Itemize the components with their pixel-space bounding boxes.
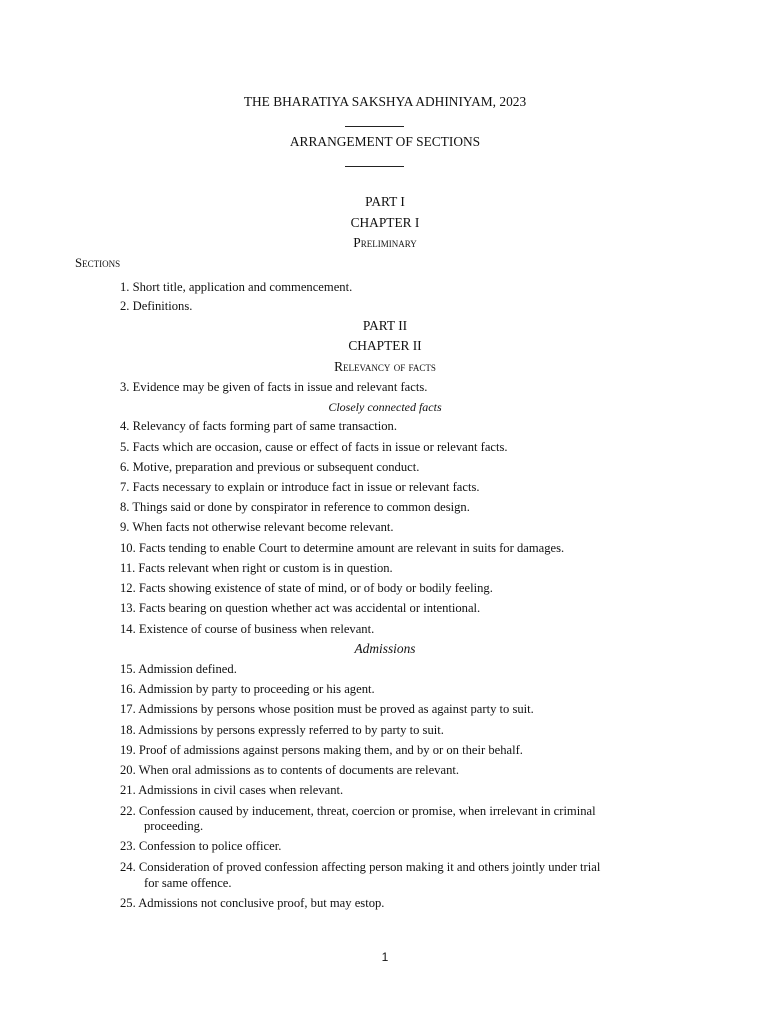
list-item: 14. Existence of course of business when relevant.	[120, 622, 375, 636]
list-item: 17. Admissions by persons whose position must be proved as against party to suit.	[120, 702, 534, 716]
title-divider	[345, 126, 404, 127]
list-item: 11. Facts relevant when right or custom is in question.	[120, 561, 393, 575]
arrangement-heading: ARRANGEMENT OF SECTIONS	[289, 134, 481, 149]
list-item: 15. Admission defined.	[120, 662, 237, 676]
list-item-continuation: proceeding.	[144, 819, 204, 833]
subheading-closely-connected: Closely connected facts	[328, 400, 442, 414]
chapter-1-heading: CHAPTER I	[350, 215, 420, 230]
list-item-continuation: for same offence.	[144, 876, 232, 890]
list-item: 5. Facts which are occasion, cause or effect of facts in issue or relevant facts.	[120, 440, 508, 454]
list-item: 7. Facts necessary to explain or introduce fact in issue or relevant facts.	[120, 480, 480, 494]
list-item: 24. Consideration of proved confession affecting person making it and others jointly under trial	[120, 860, 601, 874]
page-number: 1	[381, 950, 389, 964]
document-title: THE BHARATIYA SAKSHYA ADHINIYAM, 2023	[243, 94, 527, 109]
list-item: 4. Relevancy of facts forming part of same transaction.	[120, 419, 397, 433]
list-item: 21. Admissions in civil cases when relevant.	[120, 783, 344, 797]
list-item: 20. When oral admissions as to contents of documents are relevant.	[120, 763, 460, 777]
arrangement-divider	[345, 166, 404, 167]
list-item: 23. Confession to police officer.	[120, 839, 282, 853]
sections-label: Sections	[75, 256, 121, 270]
list-item: 6. Motive, preparation and previous or subsequent conduct.	[120, 460, 420, 474]
list-item: 9. When facts not otherwise relevant become relevant.	[120, 520, 394, 534]
chapter-2-title: Relevancy of facts	[334, 359, 436, 374]
subheading-admissions: Admissions	[354, 641, 416, 656]
list-item: 8. Things said or done by conspirator in reference to common design.	[120, 500, 470, 514]
list-item: 3. Evidence may be given of facts in issue and relevant facts.	[120, 380, 428, 394]
list-item: 22. Confession caused by inducement, threat, coercion or promise, when irrelevant in criminal	[120, 804, 596, 818]
part-2-heading: PART II	[362, 318, 408, 333]
list-item: 12. Facts showing existence of state of mind, or of body or bodily feeling.	[120, 581, 493, 595]
list-item: 2. Definitions.	[120, 299, 193, 313]
list-item: 1. Short title, application and commencement.	[120, 280, 353, 294]
list-item: 10. Facts tending to enable Court to determine amount are relevant in suits for damages.	[120, 541, 565, 555]
list-item: 13. Facts bearing on question whether act was accidental or intentional.	[120, 601, 481, 615]
part-1-heading: PART I	[365, 194, 405, 209]
chapter-1-title: Preliminary	[353, 235, 417, 250]
list-item: 16. Admission by party to proceeding or his agent.	[120, 682, 375, 696]
list-item: 18. Admissions by persons expressly referred to by party to suit.	[120, 723, 444, 737]
list-item: 25. Admissions not conclusive proof, but may estop.	[120, 896, 385, 910]
chapter-2-heading: CHAPTER II	[348, 338, 422, 353]
list-item: 19. Proof of admissions against persons making them, and by or on their behalf.	[120, 743, 523, 757]
